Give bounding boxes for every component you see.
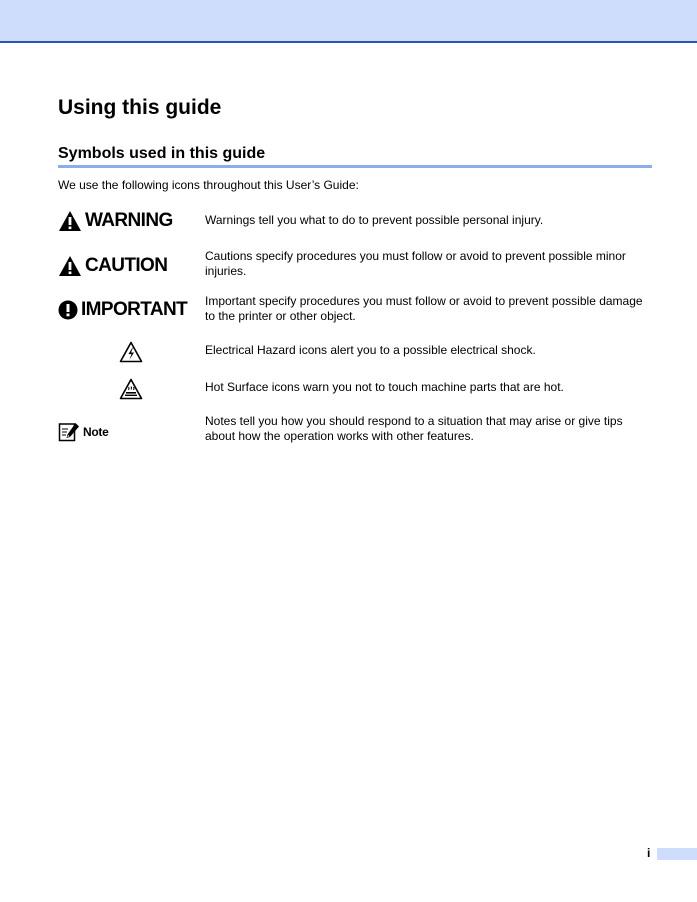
hot-surface-description: Hot Surface icons warn you not to touch machine parts that are hot. (205, 380, 564, 394)
important-circle-icon (58, 300, 78, 320)
header-band (0, 0, 697, 43)
page-number: i (647, 846, 651, 860)
section-heading: Symbols used in this guide (58, 145, 266, 162)
note-badge (58, 422, 108, 442)
note-label: Note (83, 425, 109, 439)
caution-label: CAUTION (85, 255, 168, 276)
caution-badge (58, 255, 167, 277)
caution-description: Cautions specify procedures you must follow or avoid to prevent possible minor injuries. (205, 249, 626, 278)
electrical-hazard-description: Electrical Hazard icons alert you to a possible electrical shock. (205, 343, 536, 357)
warning-description: Warnings tell you what to do to prevent possible personal injury. (205, 213, 544, 227)
section-rule (58, 165, 652, 168)
page-title: Using this guide (58, 96, 222, 119)
note-description: Notes tell you how you should respond to a situation that may arise or give tips about how the operation works with other features. (205, 414, 623, 443)
important-description: Important specify procedures you must follow or avoid to prevent possible damage to the printer or other object. (205, 294, 643, 323)
important-label: IMPORTANT (81, 299, 188, 320)
warning-triangle-icon (58, 210, 82, 232)
hot-surface-icon (119, 378, 143, 400)
intro-text: We use the following icons throughout this User’s Guide: (58, 178, 359, 192)
warning-label: WARNING (85, 210, 173, 231)
page-number-tab (657, 848, 697, 860)
warning-badge (58, 210, 173, 232)
important-badge (58, 299, 187, 321)
electrical-hazard-icon (119, 341, 143, 363)
note-pencil-icon (58, 422, 80, 442)
caution-triangle-icon (58, 255, 82, 277)
